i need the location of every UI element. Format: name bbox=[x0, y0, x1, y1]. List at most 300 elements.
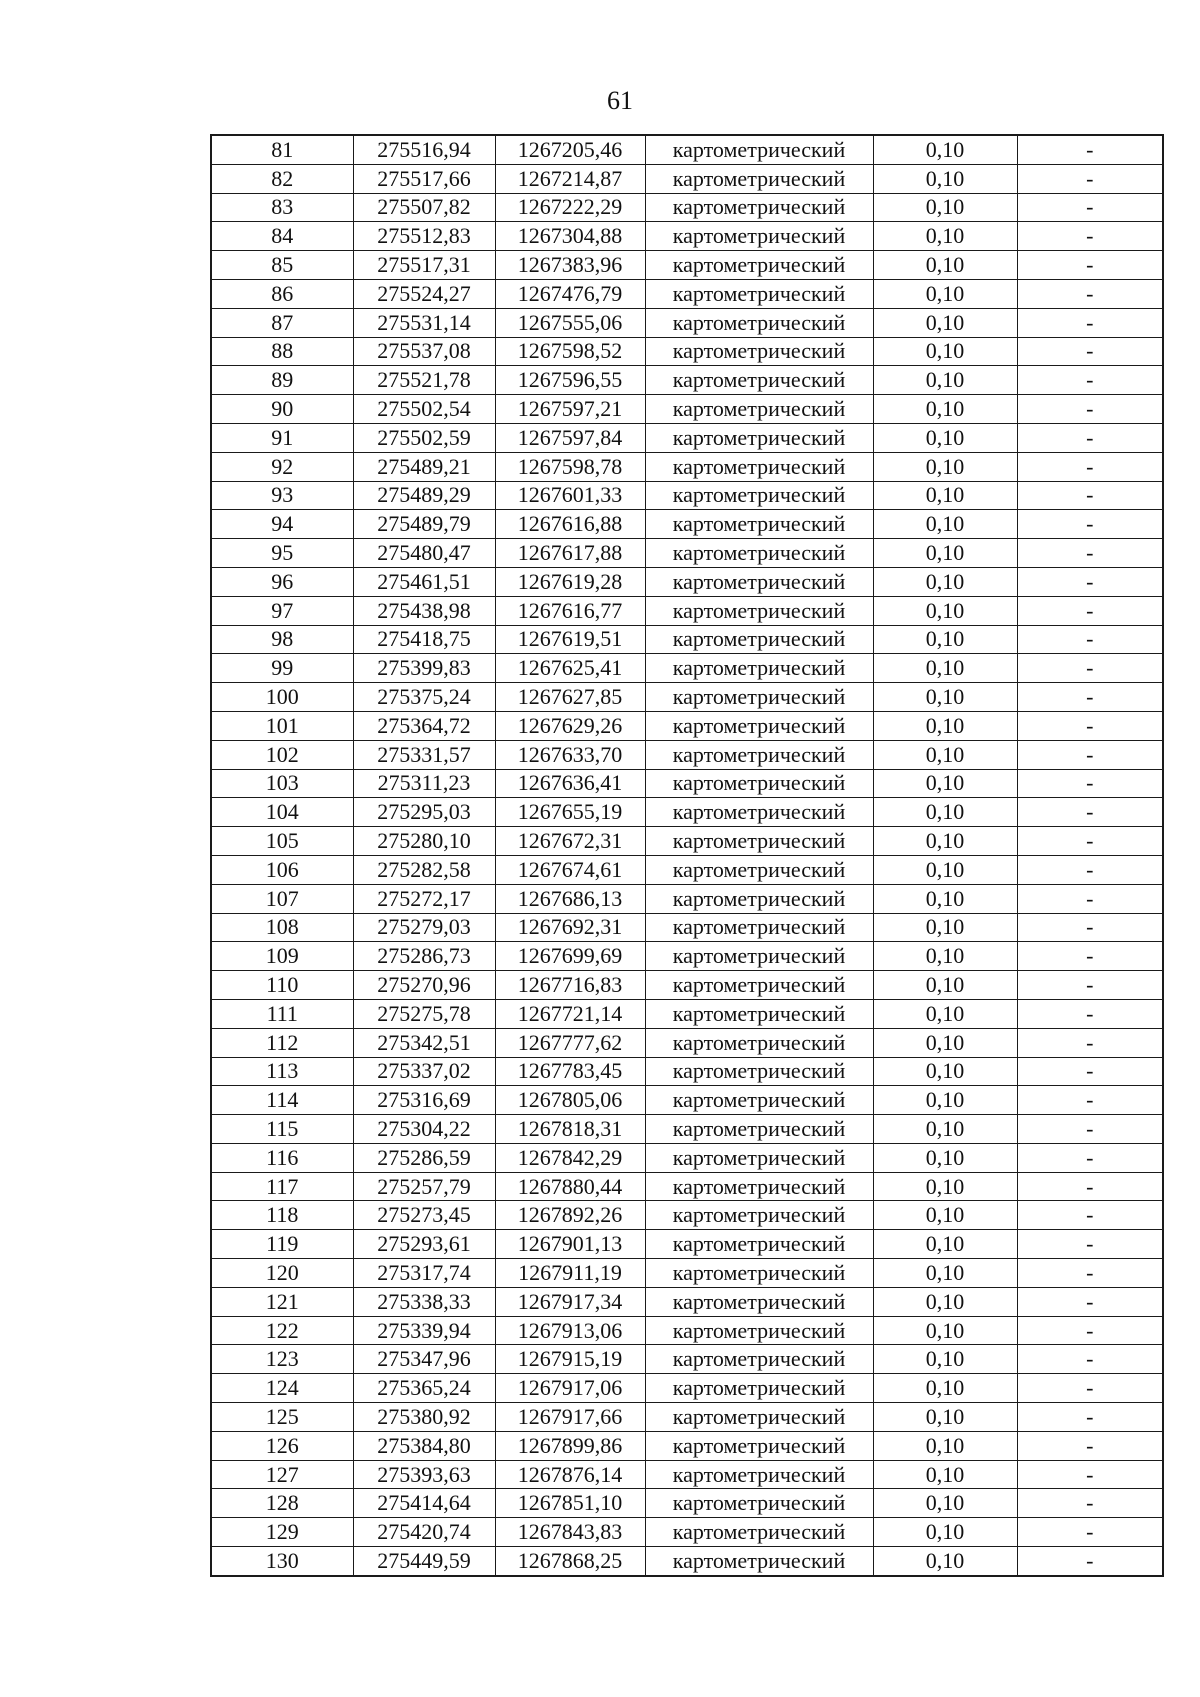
x-coordinate-cell: 275489,29 bbox=[353, 481, 495, 510]
description-cell: - bbox=[1017, 1259, 1163, 1288]
table-row bbox=[211, 625, 1163, 654]
table-row bbox=[211, 740, 1163, 769]
table-row bbox=[211, 251, 1163, 280]
point-number-cell: 94 bbox=[211, 510, 353, 539]
x-coordinate-cell: 275304,22 bbox=[353, 1115, 495, 1144]
accuracy-cell: 0,10 bbox=[873, 999, 1017, 1028]
y-coordinate-cell: 1267627,85 bbox=[495, 683, 645, 712]
description-cell: - bbox=[1017, 769, 1163, 798]
point-number-cell: 85 bbox=[211, 251, 353, 280]
method-cell: картометрический bbox=[645, 1403, 873, 1432]
y-coordinate-cell: 1267633,70 bbox=[495, 740, 645, 769]
x-coordinate-cell: 275512,83 bbox=[353, 222, 495, 251]
y-coordinate-cell: 1267619,51 bbox=[495, 625, 645, 654]
description-cell: - bbox=[1017, 251, 1163, 280]
point-number-cell: 84 bbox=[211, 222, 353, 251]
description-cell: - bbox=[1017, 1431, 1163, 1460]
accuracy-cell: 0,10 bbox=[873, 625, 1017, 654]
description-cell: - bbox=[1017, 452, 1163, 481]
table-row bbox=[211, 481, 1163, 510]
description-cell: - bbox=[1017, 395, 1163, 424]
x-coordinate-cell: 275279,03 bbox=[353, 913, 495, 942]
accuracy-cell: 0,10 bbox=[873, 395, 1017, 424]
x-coordinate-cell: 275461,51 bbox=[353, 567, 495, 596]
x-coordinate-cell: 275380,92 bbox=[353, 1403, 495, 1432]
x-coordinate-cell: 275517,31 bbox=[353, 251, 495, 280]
point-number-cell: 96 bbox=[211, 567, 353, 596]
method-cell: картометрический bbox=[645, 683, 873, 712]
point-number-cell: 100 bbox=[211, 683, 353, 712]
accuracy-cell: 0,10 bbox=[873, 971, 1017, 1000]
y-coordinate-cell: 1267601,33 bbox=[495, 481, 645, 510]
x-coordinate-cell: 275384,80 bbox=[353, 1431, 495, 1460]
point-number-cell: 113 bbox=[211, 1057, 353, 1086]
y-coordinate-cell: 1267672,31 bbox=[495, 827, 645, 856]
accuracy-cell: 0,10 bbox=[873, 222, 1017, 251]
table-row bbox=[211, 1259, 1163, 1288]
point-number-cell: 118 bbox=[211, 1201, 353, 1230]
method-cell: картометрический bbox=[645, 222, 873, 251]
x-coordinate-cell: 275399,83 bbox=[353, 654, 495, 683]
x-coordinate-cell: 275537,08 bbox=[353, 337, 495, 366]
method-cell: картометрический bbox=[645, 711, 873, 740]
description-cell: - bbox=[1017, 596, 1163, 625]
table-row bbox=[211, 1316, 1163, 1345]
table-row bbox=[211, 1518, 1163, 1547]
y-coordinate-cell: 1267383,96 bbox=[495, 251, 645, 280]
accuracy-cell: 0,10 bbox=[873, 654, 1017, 683]
y-coordinate-cell: 1267597,21 bbox=[495, 395, 645, 424]
x-coordinate-cell: 275375,24 bbox=[353, 683, 495, 712]
description-cell: - bbox=[1017, 683, 1163, 712]
point-number-cell: 124 bbox=[211, 1374, 353, 1403]
y-coordinate-cell: 1267674,61 bbox=[495, 855, 645, 884]
table-row bbox=[211, 654, 1163, 683]
point-number-cell: 98 bbox=[211, 625, 353, 654]
method-cell: картометрический bbox=[645, 596, 873, 625]
description-cell: - bbox=[1017, 913, 1163, 942]
method-cell: картометрический bbox=[645, 1028, 873, 1057]
description-cell: - bbox=[1017, 1086, 1163, 1115]
table-row bbox=[211, 1172, 1163, 1201]
method-cell: картометрический bbox=[645, 423, 873, 452]
point-number-cell: 90 bbox=[211, 395, 353, 424]
y-coordinate-cell: 1267915,19 bbox=[495, 1345, 645, 1374]
accuracy-cell: 0,10 bbox=[873, 1547, 1017, 1576]
y-coordinate-cell: 1267842,29 bbox=[495, 1143, 645, 1172]
x-coordinate-cell: 275517,66 bbox=[353, 164, 495, 193]
description-cell: - bbox=[1017, 1547, 1163, 1576]
point-number-cell: 126 bbox=[211, 1431, 353, 1460]
method-cell: картометрический bbox=[645, 999, 873, 1028]
method-cell: картометрический bbox=[645, 539, 873, 568]
x-coordinate-cell: 275295,03 bbox=[353, 798, 495, 827]
y-coordinate-cell: 1267636,41 bbox=[495, 769, 645, 798]
accuracy-cell: 0,10 bbox=[873, 308, 1017, 337]
y-coordinate-cell: 1267476,79 bbox=[495, 279, 645, 308]
y-coordinate-cell: 1267818,31 bbox=[495, 1115, 645, 1144]
y-coordinate-cell: 1267304,88 bbox=[495, 222, 645, 251]
accuracy-cell: 0,10 bbox=[873, 423, 1017, 452]
accuracy-cell: 0,10 bbox=[873, 1028, 1017, 1057]
page-number: 61 bbox=[607, 86, 633, 115]
method-cell: картометрический bbox=[645, 1460, 873, 1489]
point-number-cell: 86 bbox=[211, 279, 353, 308]
y-coordinate-cell: 1267716,83 bbox=[495, 971, 645, 1000]
method-cell: картометрический bbox=[645, 308, 873, 337]
description-cell: - bbox=[1017, 999, 1163, 1028]
table-row bbox=[211, 1143, 1163, 1172]
point-number-cell: 109 bbox=[211, 942, 353, 971]
x-coordinate-cell: 275317,74 bbox=[353, 1259, 495, 1288]
description-cell: - bbox=[1017, 567, 1163, 596]
point-number-cell: 112 bbox=[211, 1028, 353, 1057]
method-cell: картометрический bbox=[645, 1489, 873, 1518]
accuracy-cell: 0,10 bbox=[873, 1518, 1017, 1547]
table-row bbox=[211, 884, 1163, 913]
accuracy-cell: 0,10 bbox=[873, 913, 1017, 942]
accuracy-cell: 0,10 bbox=[873, 1431, 1017, 1460]
point-number-cell: 99 bbox=[211, 654, 353, 683]
x-coordinate-cell: 275347,96 bbox=[353, 1345, 495, 1374]
x-coordinate-cell: 275311,23 bbox=[353, 769, 495, 798]
description-cell: - bbox=[1017, 827, 1163, 856]
method-cell: картометрический bbox=[645, 164, 873, 193]
accuracy-cell: 0,10 bbox=[873, 1201, 1017, 1230]
point-number-cell: 111 bbox=[211, 999, 353, 1028]
table-row bbox=[211, 1431, 1163, 1460]
accuracy-cell: 0,10 bbox=[873, 1489, 1017, 1518]
table-row bbox=[211, 337, 1163, 366]
y-coordinate-cell: 1267616,88 bbox=[495, 510, 645, 539]
y-coordinate-cell: 1267880,44 bbox=[495, 1172, 645, 1201]
accuracy-cell: 0,10 bbox=[873, 135, 1017, 164]
x-coordinate-cell: 275516,94 bbox=[353, 135, 495, 164]
point-number-cell: 91 bbox=[211, 423, 353, 452]
y-coordinate-cell: 1267917,66 bbox=[495, 1403, 645, 1432]
table-row bbox=[211, 798, 1163, 827]
y-coordinate-cell: 1267616,77 bbox=[495, 596, 645, 625]
x-coordinate-cell: 275480,47 bbox=[353, 539, 495, 568]
description-cell: - bbox=[1017, 222, 1163, 251]
method-cell: картометрический bbox=[645, 740, 873, 769]
x-coordinate-cell: 275270,96 bbox=[353, 971, 495, 1000]
table-row bbox=[211, 1201, 1163, 1230]
y-coordinate-cell: 1267598,52 bbox=[495, 337, 645, 366]
table-row bbox=[211, 711, 1163, 740]
point-number-cell: 89 bbox=[211, 366, 353, 395]
description-cell: - bbox=[1017, 193, 1163, 222]
method-cell: картометрический bbox=[645, 1230, 873, 1259]
table-row bbox=[211, 769, 1163, 798]
description-cell: - bbox=[1017, 1230, 1163, 1259]
accuracy-cell: 0,10 bbox=[873, 567, 1017, 596]
x-coordinate-cell: 275364,72 bbox=[353, 711, 495, 740]
method-cell: картометрический bbox=[645, 567, 873, 596]
description-cell: - bbox=[1017, 855, 1163, 884]
description-cell: - bbox=[1017, 510, 1163, 539]
method-cell: картометрический bbox=[645, 279, 873, 308]
point-number-cell: 108 bbox=[211, 913, 353, 942]
description-cell: - bbox=[1017, 337, 1163, 366]
point-number-cell: 88 bbox=[211, 337, 353, 366]
coordinates-table-wrapper bbox=[210, 134, 1162, 1577]
description-cell: - bbox=[1017, 1172, 1163, 1201]
point-number-cell: 130 bbox=[211, 1547, 353, 1576]
method-cell: картометрический bbox=[645, 193, 873, 222]
accuracy-cell: 0,10 bbox=[873, 884, 1017, 913]
point-number-cell: 102 bbox=[211, 740, 353, 769]
x-coordinate-cell: 275449,59 bbox=[353, 1547, 495, 1576]
x-coordinate-cell: 275414,64 bbox=[353, 1489, 495, 1518]
x-coordinate-cell: 275273,45 bbox=[353, 1201, 495, 1230]
accuracy-cell: 0,10 bbox=[873, 1172, 1017, 1201]
table-row bbox=[211, 222, 1163, 251]
y-coordinate-cell: 1267805,06 bbox=[495, 1086, 645, 1115]
description-cell: - bbox=[1017, 308, 1163, 337]
point-number-cell: 115 bbox=[211, 1115, 353, 1144]
x-coordinate-cell: 275521,78 bbox=[353, 366, 495, 395]
description-cell: - bbox=[1017, 135, 1163, 164]
description-cell: - bbox=[1017, 1518, 1163, 1547]
method-cell: картометрический bbox=[645, 884, 873, 913]
method-cell: картометрический bbox=[645, 1201, 873, 1230]
y-coordinate-cell: 1267913,06 bbox=[495, 1316, 645, 1345]
accuracy-cell: 0,10 bbox=[873, 1460, 1017, 1489]
y-coordinate-cell: 1267617,88 bbox=[495, 539, 645, 568]
description-cell: - bbox=[1017, 481, 1163, 510]
method-cell: картометрический bbox=[645, 942, 873, 971]
point-number-cell: 120 bbox=[211, 1259, 353, 1288]
accuracy-cell: 0,10 bbox=[873, 1374, 1017, 1403]
point-number-cell: 127 bbox=[211, 1460, 353, 1489]
table-row bbox=[211, 1489, 1163, 1518]
accuracy-cell: 0,10 bbox=[873, 193, 1017, 222]
table-row bbox=[211, 1287, 1163, 1316]
accuracy-cell: 0,10 bbox=[873, 740, 1017, 769]
table-row bbox=[211, 999, 1163, 1028]
method-cell: картометрический bbox=[645, 971, 873, 1000]
x-coordinate-cell: 275489,21 bbox=[353, 452, 495, 481]
description-cell: - bbox=[1017, 1460, 1163, 1489]
y-coordinate-cell: 1267597,84 bbox=[495, 423, 645, 452]
description-cell: - bbox=[1017, 1316, 1163, 1345]
method-cell: картометрический bbox=[645, 855, 873, 884]
accuracy-cell: 0,10 bbox=[873, 596, 1017, 625]
table-row bbox=[211, 683, 1163, 712]
point-number-cell: 92 bbox=[211, 452, 353, 481]
point-number-cell: 116 bbox=[211, 1143, 353, 1172]
y-coordinate-cell: 1267899,86 bbox=[495, 1431, 645, 1460]
point-number-cell: 117 bbox=[211, 1172, 353, 1201]
point-number-cell: 106 bbox=[211, 855, 353, 884]
y-coordinate-cell: 1267598,78 bbox=[495, 452, 645, 481]
table-row bbox=[211, 423, 1163, 452]
coordinates-table bbox=[210, 134, 1164, 1577]
x-coordinate-cell: 275286,73 bbox=[353, 942, 495, 971]
method-cell: картометрический bbox=[645, 135, 873, 164]
x-coordinate-cell: 275272,17 bbox=[353, 884, 495, 913]
table-row bbox=[211, 1403, 1163, 1432]
accuracy-cell: 0,10 bbox=[873, 855, 1017, 884]
method-cell: картометрический bbox=[645, 798, 873, 827]
accuracy-cell: 0,10 bbox=[873, 366, 1017, 395]
x-coordinate-cell: 275365,24 bbox=[353, 1374, 495, 1403]
table-row bbox=[211, 596, 1163, 625]
table-row bbox=[211, 971, 1163, 1000]
x-coordinate-cell: 275418,75 bbox=[353, 625, 495, 654]
description-cell: - bbox=[1017, 625, 1163, 654]
description-cell: - bbox=[1017, 1287, 1163, 1316]
accuracy-cell: 0,10 bbox=[873, 1086, 1017, 1115]
x-coordinate-cell: 275316,69 bbox=[353, 1086, 495, 1115]
x-coordinate-cell: 275339,94 bbox=[353, 1316, 495, 1345]
accuracy-cell: 0,10 bbox=[873, 1057, 1017, 1086]
point-number-cell: 125 bbox=[211, 1403, 353, 1432]
description-cell: - bbox=[1017, 1057, 1163, 1086]
method-cell: картометрический bbox=[645, 1374, 873, 1403]
accuracy-cell: 0,10 bbox=[873, 1316, 1017, 1345]
point-number-cell: 119 bbox=[211, 1230, 353, 1259]
point-number-cell: 81 bbox=[211, 135, 353, 164]
x-coordinate-cell: 275393,63 bbox=[353, 1460, 495, 1489]
accuracy-cell: 0,10 bbox=[873, 279, 1017, 308]
point-number-cell: 129 bbox=[211, 1518, 353, 1547]
accuracy-cell: 0,10 bbox=[873, 1259, 1017, 1288]
method-cell: картометрический bbox=[645, 1431, 873, 1460]
y-coordinate-cell: 1267777,62 bbox=[495, 1028, 645, 1057]
method-cell: картометрический bbox=[645, 337, 873, 366]
x-coordinate-cell: 275489,79 bbox=[353, 510, 495, 539]
x-coordinate-cell: 275338,33 bbox=[353, 1287, 495, 1316]
y-coordinate-cell: 1267222,29 bbox=[495, 193, 645, 222]
description-cell: - bbox=[1017, 1028, 1163, 1057]
x-coordinate-cell: 275502,59 bbox=[353, 423, 495, 452]
point-number-cell: 114 bbox=[211, 1086, 353, 1115]
table-row bbox=[211, 913, 1163, 942]
method-cell: картометрический bbox=[645, 1259, 873, 1288]
table-row bbox=[211, 1028, 1163, 1057]
table-row bbox=[211, 279, 1163, 308]
description-cell: - bbox=[1017, 1143, 1163, 1172]
x-coordinate-cell: 275331,57 bbox=[353, 740, 495, 769]
y-coordinate-cell: 1267843,83 bbox=[495, 1518, 645, 1547]
description-cell: - bbox=[1017, 971, 1163, 1000]
y-coordinate-cell: 1267686,13 bbox=[495, 884, 645, 913]
table-row bbox=[211, 539, 1163, 568]
description-cell: - bbox=[1017, 366, 1163, 395]
table-row bbox=[211, 1374, 1163, 1403]
point-number-cell: 105 bbox=[211, 827, 353, 856]
point-number-cell: 122 bbox=[211, 1316, 353, 1345]
table-row bbox=[211, 1115, 1163, 1144]
y-coordinate-cell: 1267721,14 bbox=[495, 999, 645, 1028]
method-cell: картометрический bbox=[645, 1143, 873, 1172]
description-cell: - bbox=[1017, 1115, 1163, 1144]
method-cell: картометрический bbox=[645, 1115, 873, 1144]
description-cell: - bbox=[1017, 1345, 1163, 1374]
table-row bbox=[211, 1057, 1163, 1086]
x-coordinate-cell: 275524,27 bbox=[353, 279, 495, 308]
table-row bbox=[211, 1460, 1163, 1489]
method-cell: картометрический bbox=[645, 1547, 873, 1576]
x-coordinate-cell: 275337,02 bbox=[353, 1057, 495, 1086]
point-number-cell: 101 bbox=[211, 711, 353, 740]
point-number-cell: 93 bbox=[211, 481, 353, 510]
table-row bbox=[211, 1547, 1163, 1576]
accuracy-cell: 0,10 bbox=[873, 769, 1017, 798]
y-coordinate-cell: 1267555,06 bbox=[495, 308, 645, 337]
accuracy-cell: 0,10 bbox=[873, 1403, 1017, 1432]
accuracy-cell: 0,10 bbox=[873, 539, 1017, 568]
x-coordinate-cell: 275286,59 bbox=[353, 1143, 495, 1172]
x-coordinate-cell: 275438,98 bbox=[353, 596, 495, 625]
accuracy-cell: 0,10 bbox=[873, 164, 1017, 193]
table-row bbox=[211, 164, 1163, 193]
description-cell: - bbox=[1017, 654, 1163, 683]
method-cell: картометрический bbox=[645, 625, 873, 654]
y-coordinate-cell: 1267917,34 bbox=[495, 1287, 645, 1316]
x-coordinate-cell: 275293,61 bbox=[353, 1230, 495, 1259]
accuracy-cell: 0,10 bbox=[873, 1230, 1017, 1259]
accuracy-cell: 0,10 bbox=[873, 1115, 1017, 1144]
y-coordinate-cell: 1267629,26 bbox=[495, 711, 645, 740]
accuracy-cell: 0,10 bbox=[873, 827, 1017, 856]
method-cell: картометрический bbox=[645, 1172, 873, 1201]
method-cell: картометрический bbox=[645, 452, 873, 481]
table-row bbox=[211, 942, 1163, 971]
table-row bbox=[211, 1230, 1163, 1259]
point-number-cell: 104 bbox=[211, 798, 353, 827]
x-coordinate-cell: 275280,10 bbox=[353, 827, 495, 856]
method-cell: картометрический bbox=[645, 654, 873, 683]
description-cell: - bbox=[1017, 164, 1163, 193]
x-coordinate-cell: 275257,79 bbox=[353, 1172, 495, 1201]
table-row bbox=[211, 1086, 1163, 1115]
table-row bbox=[211, 308, 1163, 337]
point-number-cell: 95 bbox=[211, 539, 353, 568]
accuracy-cell: 0,10 bbox=[873, 510, 1017, 539]
accuracy-cell: 0,10 bbox=[873, 452, 1017, 481]
description-cell: - bbox=[1017, 740, 1163, 769]
y-coordinate-cell: 1267917,06 bbox=[495, 1374, 645, 1403]
y-coordinate-cell: 1267619,28 bbox=[495, 567, 645, 596]
y-coordinate-cell: 1267851,10 bbox=[495, 1489, 645, 1518]
y-coordinate-cell: 1267892,26 bbox=[495, 1201, 645, 1230]
y-coordinate-cell: 1267596,55 bbox=[495, 366, 645, 395]
method-cell: картометрический bbox=[645, 510, 873, 539]
table-row bbox=[211, 395, 1163, 424]
description-cell: - bbox=[1017, 884, 1163, 913]
table-body bbox=[211, 135, 1163, 1576]
accuracy-cell: 0,10 bbox=[873, 337, 1017, 366]
y-coordinate-cell: 1267901,13 bbox=[495, 1230, 645, 1259]
y-coordinate-cell: 1267655,19 bbox=[495, 798, 645, 827]
y-coordinate-cell: 1267699,69 bbox=[495, 942, 645, 971]
description-cell: - bbox=[1017, 539, 1163, 568]
table-row bbox=[211, 193, 1163, 222]
method-cell: картометрический bbox=[645, 1316, 873, 1345]
description-cell: - bbox=[1017, 1374, 1163, 1403]
accuracy-cell: 0,10 bbox=[873, 683, 1017, 712]
x-coordinate-cell: 275531,14 bbox=[353, 308, 495, 337]
point-number-cell: 123 bbox=[211, 1345, 353, 1374]
method-cell: картометрический bbox=[645, 481, 873, 510]
method-cell: картометрический bbox=[645, 1345, 873, 1374]
table-row bbox=[211, 1345, 1163, 1374]
description-cell: - bbox=[1017, 423, 1163, 452]
method-cell: картометрический bbox=[645, 827, 873, 856]
